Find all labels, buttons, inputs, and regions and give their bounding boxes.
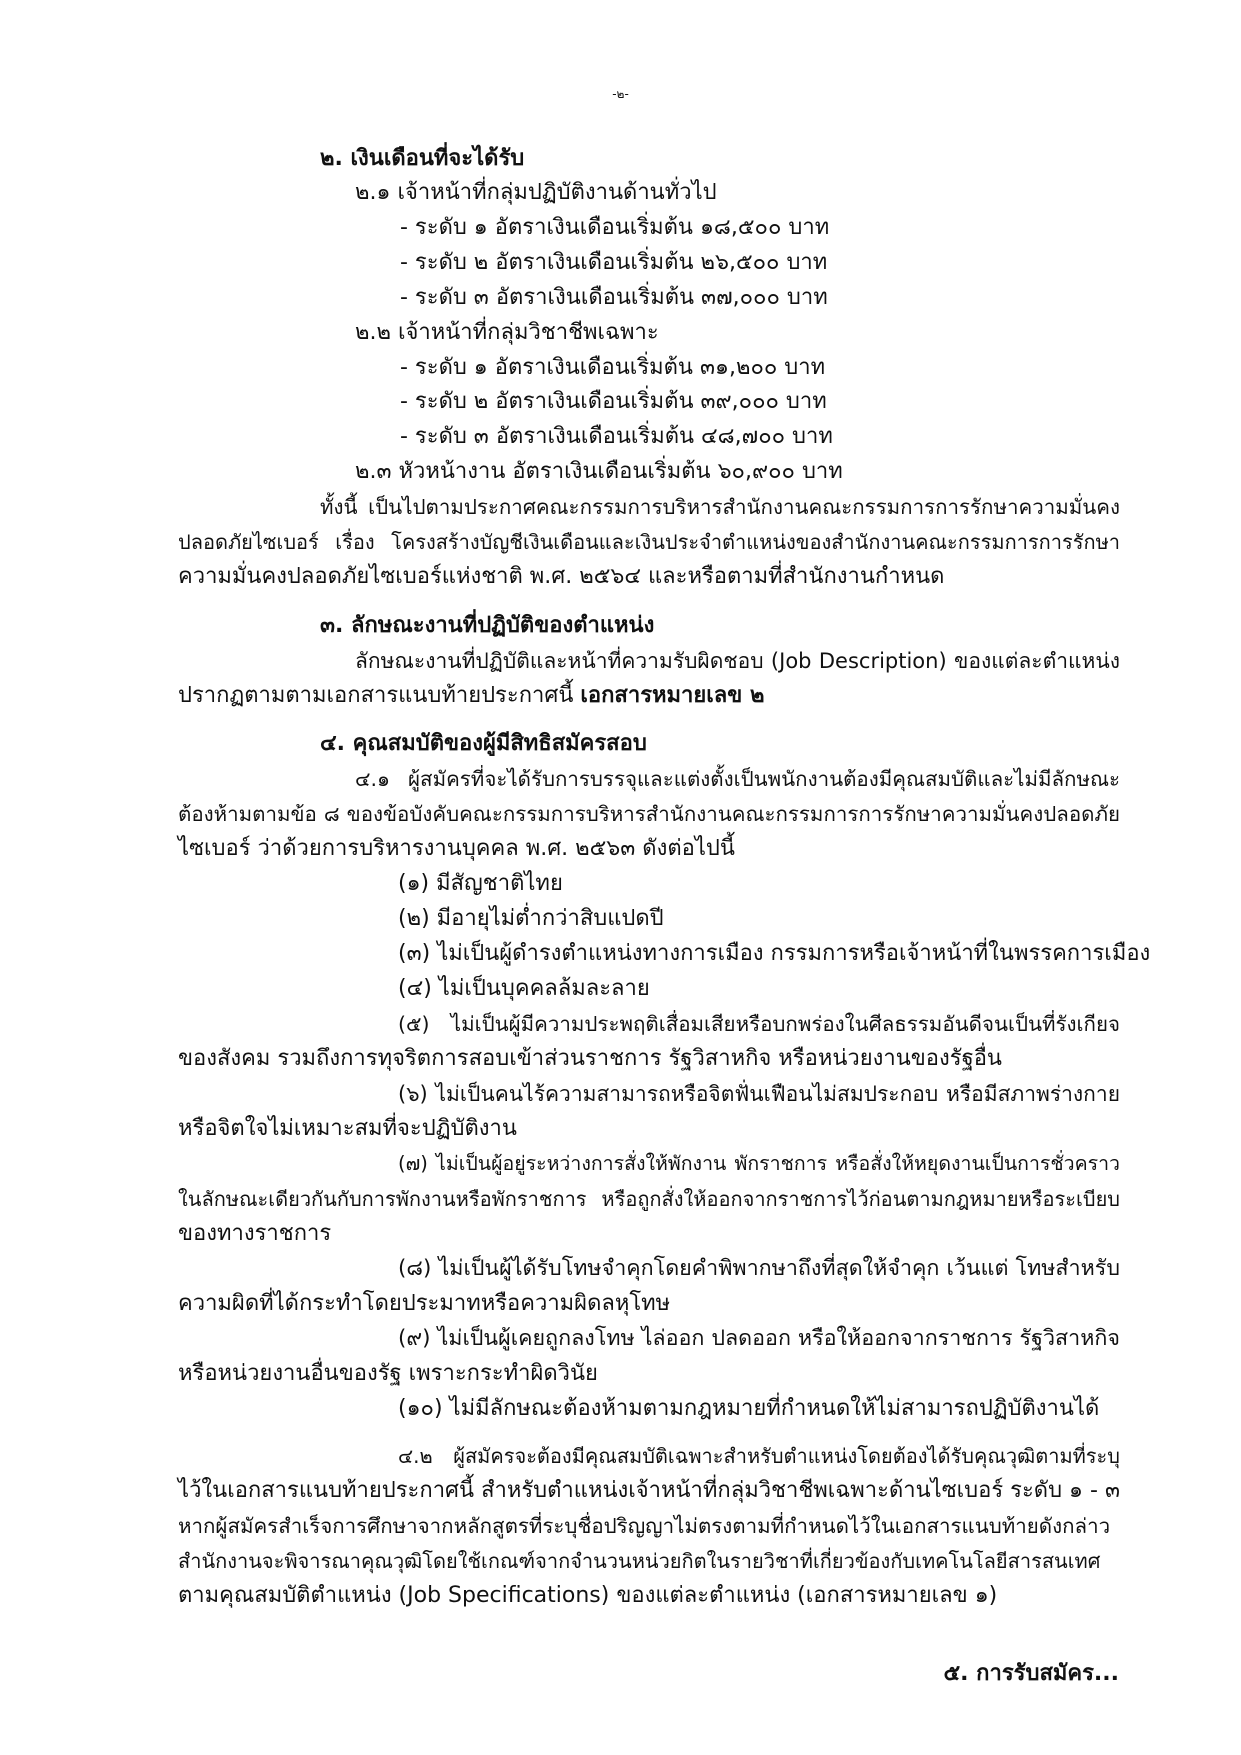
paragraph-line: หากผู้สมัครสำเร็จการศึกษาจากหลักสูตรที่ระบุชื่อปริญญาไม่ตรงตามที่กำหนดไว้ในเอกสารแนบท้ายดังกล่าว (178, 1514, 1111, 1538)
qualification-item: (๒) มีอายุไม่ต่ำกว่าสิบแปดปี (398, 906, 664, 931)
paragraph-line: ปลอดภัยไซเบอร์ เรื่อง โครงสร้างบัญชีเงินเดือนและเงินประจำตำแหน่งของสำนักงานคณะกรรมการการรักษา (178, 530, 1120, 554)
page-number: -๒- (612, 87, 629, 101)
qualification-item: (๑๐) ไม่มีลักษณะต้องห้ามตามกฎหมายที่กำหนดให้ไม่สามารถปฏิบัติงานได้ (398, 1396, 1100, 1421)
paragraph-line: ต้องห้ามตามข้อ ๘ ของข้อบังคับคณะกรรมการบริหารสำนักงานคณะกรรมการการรักษาความมั่นคงปลอดภัย (178, 802, 1120, 826)
qualification-item-cont: ความผิดที่ได้กระทำโดยประมาทหรือความผิดลหุโทษ (178, 1291, 671, 1316)
section-4-heading: ๔. คุณสมบัติของผู้มีสิทธิสมัครสอบ (320, 731, 647, 756)
section-2-2-title: ๒.๒ เจ้าหน้าที่กลุ่มวิชาชีพเฉพาะ (355, 320, 659, 345)
paragraph-line: ความมั่นคงปลอดภัยไซเบอร์แห่งชาติ พ.ศ. ๒๕๖๔ และหรือตามที่สำนักงานกำหนด (178, 564, 945, 589)
next-page-marker: ๕. การรับสมัคร... (943, 1661, 1119, 1686)
salary-item: - ระดับ ๒ อัตราเงินเดือนเริ่มต้น ๒๖,๕๐๐ บาท (400, 250, 828, 275)
section-2-1-title: ๒.๑ เจ้าหน้าที่กลุ่มปฏิบัติงานด้านทั่วไป (355, 180, 717, 205)
document-reference: เอกสารหมายเลข ๒ (580, 683, 765, 708)
qualification-item: (๗) ไม่เป็นผู้อยู่ระหว่างการสั่งให้พักงาน พักราชการ หรือสั่งให้หยุดงานเป็นการชั่วคราว (398, 1152, 1120, 1175)
paragraph-line: ๔.๑ ผู้สมัครที่จะได้รับการบรรจุและแต่งตั้งเป็นพนักงานต้องมีคุณสมบัติและไม่มีลักษณะ (355, 767, 1120, 791)
qualification-item: (๖) ไม่เป็นคนไร้ความสามารถหรือจิตฟั่นเฟือนไม่สมประกอบ หรือมีสภาพร่างกาย (398, 1082, 1120, 1106)
qualification-item-cont: ในลักษณะเดียวกันกับการพักงานหรือพักราชการ หรือถูกสั่งให้ออกจากราชการไว้ก่อนตามกฎหมายหรือระเบียบ (178, 1187, 1120, 1211)
section-2-3-title: ๒.๓ หัวหน้างาน อัตราเงินเดือนเริ่มต้น ๖๐,๙๐๐ บาท (355, 459, 843, 484)
paragraph-line: ทั้งนี้ เป็นไปตามประกาศคณะกรรมการบริหารสำนักงานคณะกรรมการการรักษาความมั่นคง (320, 495, 1120, 519)
qualification-item: (๕) ไม่เป็นผู้มีความประพฤติเสื่อมเสียหรือบกพร่องในศีลธรรมอันดีจนเป็นที่รังเกียจ (398, 1012, 1120, 1036)
qualification-item-cont: หรือหน่วยงานอื่นของรัฐ เพราะกระทำผิดวินัย (178, 1361, 598, 1386)
paragraph-line: ไว้ในเอกสารแนบท้ายประกาศนี้ สำหรับตำแหน่งเจ้าหน้าที่กลุ่มวิชาชีพเฉพาะด้านไซเบอร์ ระดับ ๑ - ๓ (178, 1478, 1120, 1503)
paragraph-line (178, 680, 764, 712)
section-3-heading: ๓. ลักษณะงานที่ปฏิบัติของตำแหน่ง (320, 613, 655, 638)
section-2-heading: ๒. เงินเดือนที่จะได้รับ (320, 146, 525, 171)
salary-item: - ระดับ ๑ อัตราเงินเดือนเริ่มต้น ๓๑,๒๐๐ บาท (400, 355, 826, 380)
salary-item: - ระดับ ๑ อัตราเงินเดือนเริ่มต้น ๑๘,๕๐๐ บาท (400, 215, 830, 240)
qualification-item-cont: ของสังคม รวมถึงการทุจริตการสอบเข้าส่วนราชการ รัฐวิสาหกิจ หรือหน่วยงานของรัฐอื่น (178, 1046, 1002, 1071)
qualification-item: (๑) มีสัญชาติไทย (398, 871, 563, 896)
qualification-item: (๙) ไม่เป็นผู้เคยถูกลงโทษ ไล่ออก ปลดออก หรือให้ออกจากราชการ รัฐวิสาหกิจ (398, 1326, 1120, 1351)
salary-item: - ระดับ ๓ อัตราเงินเดือนเริ่มต้น ๔๘,๗๐๐ บาท (400, 424, 833, 449)
paragraph-line: สำนักงานจะพิจารณาคุณวุฒิโดยใช้เกณฑ์จากจำนวนหน่วยกิตในรายวิชาที่เกี่ยวข้องกับเทคโนโลยีสารสนเทศ (178, 1549, 1101, 1573)
qualification-item: (๔) ไม่เป็นบุคคลล้มละลาย (398, 976, 650, 1001)
paragraph-line: ลักษณะงานที่ปฏิบัติและหน้าที่ความรับผิดชอบ (Job Description) ของแต่ละตำแหน่ง (355, 649, 1120, 673)
qualification-item-cont: ของทางราชการ (178, 1221, 332, 1246)
paragraph-line: ๔.๒ ผู้สมัครจะต้องมีคุณสมบัติเฉพาะสำหรับตำแหน่งโดยต้องได้รับคุณวุฒิตามที่ระบุ (398, 1444, 1120, 1468)
paragraph-text: ปรากฏตามตามเอกสารแนบท้ายประกาศนี้ (178, 683, 574, 708)
salary-item: - ระดับ ๒ อัตราเงินเดือนเริ่มต้น ๓๙,๐๐๐ บาท (400, 389, 827, 414)
qualification-item-cont: หรือจิตใจไม่เหมาะสมที่จะปฏิบัติงาน (178, 1116, 517, 1141)
qualification-item: (๘) ไม่เป็นผู้ได้รับโทษจำคุกโดยคำพิพากษาถึงที่สุดให้จำคุก เว้นแต่ โทษสำหรับ (398, 1256, 1120, 1281)
paragraph-line: ตามคุณสมบัติตำแหน่ง (Job Specifications) ของแต่ละตำแหน่ง (เอกสารหมายเลข ๑) (178, 1583, 998, 1608)
salary-item: - ระดับ ๓ อัตราเงินเดือนเริ่มต้น ๓๗,๐๐๐ บาท (400, 285, 828, 310)
qualification-item: (๓) ไม่เป็นผู้ดำรงตำแหน่งทางการเมือง กรรมการหรือเจ้าหน้าที่ในพรรคการเมือง (398, 941, 1151, 966)
paragraph-line: ไซเบอร์ ว่าด้วยการบริหารงานบุคคล พ.ศ. ๒๕๖๓ ดังต่อไปนี้ (178, 836, 735, 861)
